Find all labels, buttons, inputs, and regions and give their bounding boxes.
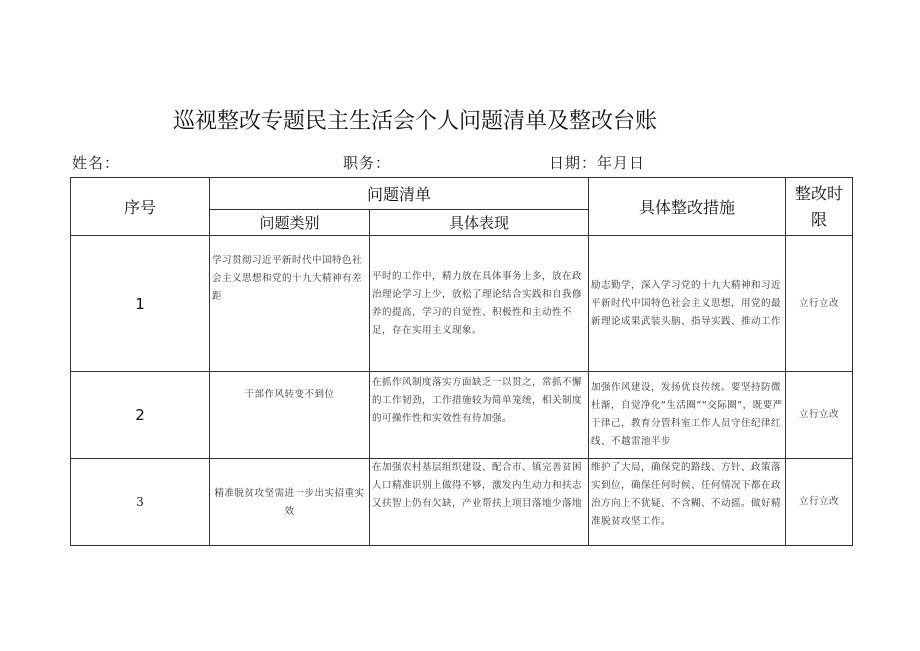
table-row [71, 459, 853, 546]
header-rectification-measures: 具体整改措施 [589, 178, 786, 236]
table-row [71, 372, 853, 459]
row-measures: 加强作风建设，发扬优良传统。要坚持防微杜渐，自觉净化“生活圈”“交际圈”，既要严于律己，教育分管科室工作人员守住纪律红线、不越雷池半步 [589, 372, 786, 459]
header-problem-list: 问题清单 [210, 178, 589, 210]
row-category: 学习贯彻习近平新时代中国特色社会主义思想和党的十九大精神有差距 [210, 236, 370, 372]
row-manifestation: 平时的工作中，精力放在具体事务上多，放在政治理论学习上少，放松了理论结合实践和自我修养的提高，学习的自觉性、积极性和主动性不足，存在实用主义现象。 [370, 236, 589, 372]
header-problem-category: 问题类别 [210, 210, 370, 236]
row-seq: 3 [71, 459, 210, 546]
header-seq: 序号 [71, 178, 210, 236]
row-measures: 维护了大局，确保党的路线、方针、政策落实到位，确保任何时候、任何情况下都在政治方向上不犹疑、不含糊、不动摇。做好精准脱贫攻坚工作。 [589, 459, 786, 546]
header-deadline: 整改时限 [786, 178, 853, 236]
row-deadline: 立行立改 [786, 236, 853, 372]
table-row [71, 236, 853, 372]
header-specific-manifestation: 具体表现 [370, 210, 589, 236]
row-manifestation: 在加强农村基层组织建设、配合市、镇完善贫困人口精准识别上做得不够，激发内生动力和扶志又扶智上仍有欠缺，产业帮扶上项目落地少落地 [370, 459, 589, 546]
rectification-table [70, 177, 853, 546]
row-measures: 励志勤学，深入学习党的十九大精神和习近平新时代中国特色社会主义思想，用党的最新理论成果武装头脑、指导实践、推动工作 [589, 236, 786, 372]
row-category: 干部作风转变不到位 [210, 372, 370, 459]
position-label: 职务： [343, 154, 392, 172]
row-deadline: 立行立改 [786, 459, 853, 546]
row-category: 精准脱贫攻坚需进一步出实招重实效 [210, 459, 370, 546]
date-label: 日期：年月日 [549, 154, 646, 172]
document-title: 巡视整改专题民主生活会个人问题清单及整改台账 [172, 109, 657, 134]
name-label: 姓名： [72, 154, 121, 172]
row-seq: 2 [71, 372, 210, 459]
row-seq: 1 [71, 236, 210, 372]
row-manifestation: 在抓作风制度落实方面缺乏一以贯之，常抓不懈的工作韧劲，工作措施较为简单笼统，相关制度的可操作性和实效性有待加强。 [370, 372, 589, 459]
row-deadline: 立行立改 [786, 372, 853, 459]
